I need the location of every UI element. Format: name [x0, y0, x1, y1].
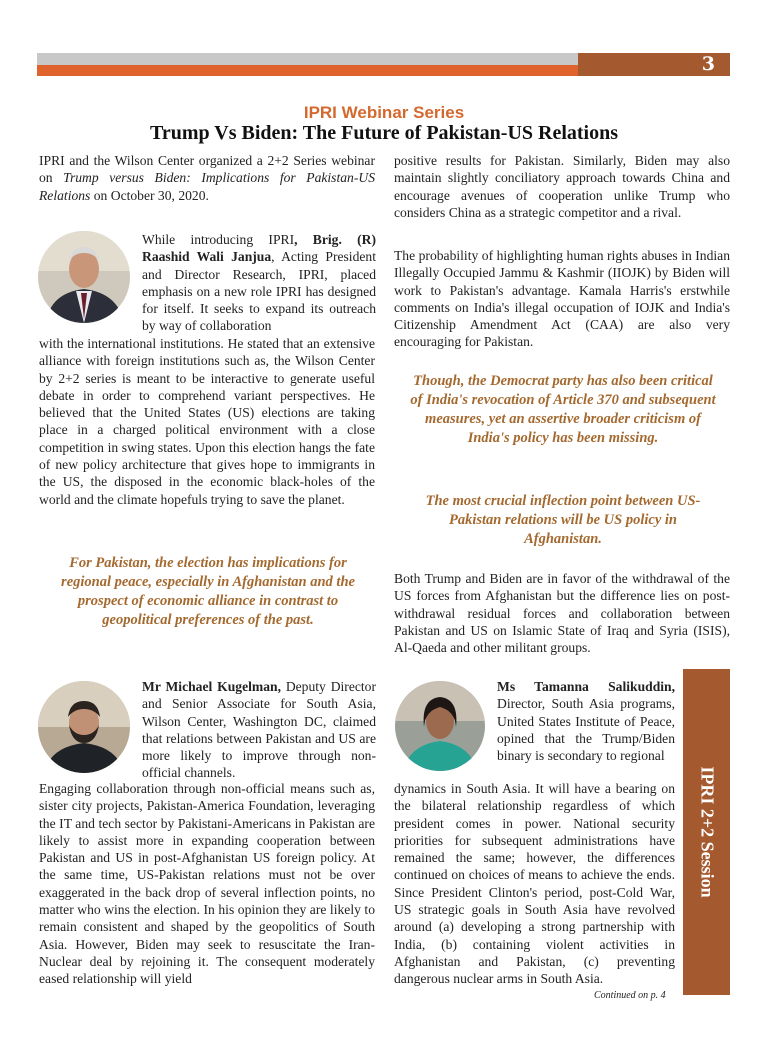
janjua-text-lead: , Acting President and Director Research, IPRI, placed emphasis on a new role IPRI has designed for itself. It seeks to expand its outreach by way of collaboration [142, 249, 376, 334]
janjua-paragraph-rest: with the international institutions. He stated that an extensive alliance with foreign institutions such as, the Wilson Center by 2+2 series is meant to be interactive to generate useful debate in order to comprehend variant perspectives. He believed that the United States (US) elections are taking place in a charged political environment with a close competition in swing states. Upon this election hangs the fate of new policy architecture that gives hope to immigrants in the US, the disposed in the economic black-holes of the world and the climate hopefuls trying to save the planet. [39, 336, 375, 507]
pull-quote-democrat: Though, the Democrat party has also been critical of India's revocation of Article 370 and subsequent measures, yet an assertive broader criticism of India's policy has been missing. [410, 373, 716, 446]
right-paragraph-3: Both Trump and Biden are in favor of the withdrawal of the US forces from Afghanistan but the difference lies on post-withdrawal residual forces and collaboration between Pakistan and US on Islamic State of Iraq and Syria (ISIS), Al-Qaeda and other militant groups. [394, 571, 730, 656]
side-label: IPRI 2+2 Session [697, 766, 717, 898]
kugelman-paragraph-rest: Engaging collaboration through non-official means such as, sister city projects, Pakistan-America Foundation, leveraging the IT and tech sector by Pakistani-Americans in Pakistan are likely to assist more in expanding cooperation between Pakistan and US in post-Afghanistan US foreign policy. At the same time, US-Pakistan relations must not be over exaggerated in the back drop of several inflection points, no matter who wins the election. In his opinion they are likely to remain consistent and shaped by the geopolitics of South Asia. However, Biden may seek to resuscitate the Iran-Nuclear deal by rejoining it. The consequent moderately eased relationship will yield [39, 781, 375, 987]
series-title: IPRI Webinar Series [303, 103, 465, 122]
intro-paragraph: IPRI and the Wilson Center organized a 2+2 Series webinar on Trump versus Biden: Implications for Pakistan-US Relations on October 30, 2020. [39, 153, 375, 203]
continued-note: Continued on p. 4 [594, 990, 666, 1001]
photo-kugelman [38, 681, 130, 773]
salikuddin-paragraph-top: Ms Tamanna Salikuddin, Director, South Asia programs, United States Institute of Peace, opined that the Trump/Biden binary is secondary to regional [497, 679, 675, 764]
kugelman-paragraph-top: Mr Michael Kugelman, Deputy Director and Senior Associate for South Asia, Wilson Center, Washington DC, claimed that relations between Pakistan and US are more likely to improve through non-official channels. [142, 679, 376, 781]
page-number: 3 [701, 53, 715, 75]
salikuddin-paragraph-rest: dynamics in South Asia. It will have a bearing on the bilateral relationship regardless of which president comes in power. National security priorities for subsequent administrations have remained the same; however, the differences continued on choices of means to achieve the ends. Since President Clinton's period, post-Cold War, US strategic goals in South Asia have revolved around (a) developing a strong partnership with India, (b) containing violent activities in Afghanistan and Pakistan, (c) preventing dangerous nuclear arms in South Asia. [394, 781, 675, 987]
salikuddin-text-lead: Director, South Asia programs, United States Institute of Peace, opined that the Trump/Biden binary is secondary to regional [497, 696, 675, 764]
photo-janjua [38, 231, 130, 323]
janjua-paragraph-top: While introducing IPRI, Brig. (R) Raashid Wali Janjua, Acting President and Director Research, IPRI, placed emphasis on a new role IPRI has designed for itself. It seeks to expand its outreach by way of collaboration [142, 232, 376, 334]
article-title: Trump Vs Biden: The Future of Pakistan-US Relations [149, 122, 619, 144]
right-paragraph-1: positive results for Pakistan. Similarly, Biden may also maintain slightly conciliatory approach towards China and encourage avenues of cooperation unlike Trump who considers China as a strategic competitor and a rival. [394, 153, 730, 220]
side-label-box [683, 669, 730, 995]
pull-quote-pakistan: For Pakistan, the election has implications for regional peace, especially in Afghanistan and the prospect of economic alliance in contrast to geopolitical preferences of the past. [61, 555, 355, 628]
right-paragraph-2: The probability of highlighting human rights abuses in Indian Illegally Occupied Jammu & Kashmir (IIOJK) by Biden will work to Pakistan's advantage. Kamala Harris's erstwhile comments on India's illegal occupation of IOJK and India's Citizenship Amendment Act (CAA) are also very encouraging for Pakistan. [394, 248, 730, 350]
page-number-box [578, 53, 730, 76]
pull-quote-afghanistan: The most crucial inflection point between US-Pakistan relations will be US policy in Afghanistan. [425, 493, 701, 547]
kugelman-text-lead: Deputy Director and Senior Associate for South Asia, Wilson Center, Washington DC, claimed that relations between Pakistan and US are more likely to improve through non-official channels. [142, 679, 376, 781]
photo-salikuddin [395, 681, 485, 771]
